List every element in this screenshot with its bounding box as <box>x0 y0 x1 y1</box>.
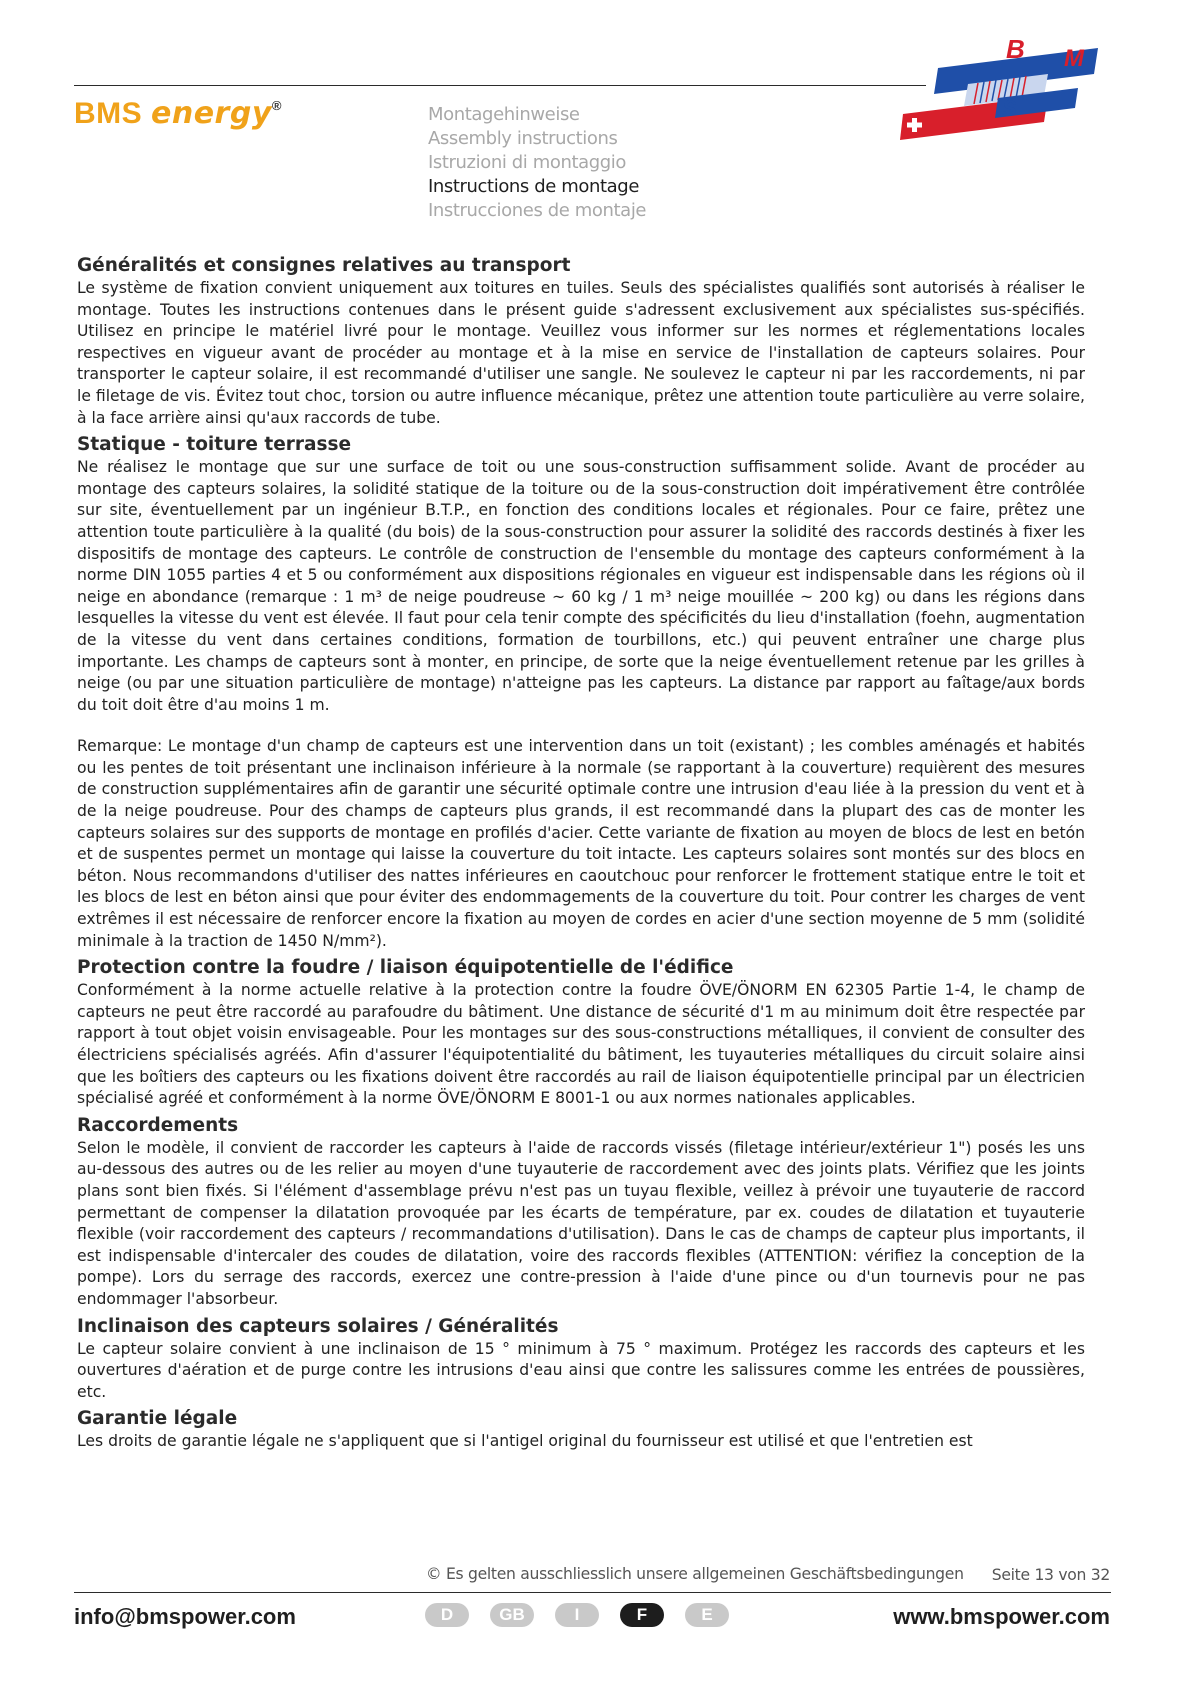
language-title-0: Montagehinweise <box>428 104 580 125</box>
language-title-2: Istruzioni di montaggio <box>428 152 627 173</box>
section-heading: Garantie légale <box>77 1408 238 1430</box>
logo-letter-m: M <box>1064 45 1084 72</box>
website-link[interactable]: www.bmspower.com <box>893 1604 1110 1629</box>
footer-rule <box>74 1592 1111 1593</box>
section-paragraph: Remarque: Le montage d'un champ de capteurs est une intervention dans un toit (existant) ; les combles aménagés et habités ou les pentes de toit présentant une inclinaison inférieure à la normale (se rapportant à la couverture) requièrent des mesures de construction supplémentaires afin de garantir une sécurité optimale contre une intrusion d'eau liée à la pression du vent et à de la neige poudreuse. Pour des champs de capteurs plus grands, il est recommandé dans la plupart des cas de monter les capteurs solaires sur des supports de montage en profilés d'acier. Cette variante de fixation au moyen de blocs de lest en betón et de suspentes permet un montage qui laisse la couverture du toit intacte. Les capteurs solaires sont montés sur des blocs en béton. Nous recommandons d'utiliser des nattes inférieures en caoutchouc pour renforcer le frottement statique entre le toit et les blocs de lest en béton ainsi que pour éviter des endommagements de la couverture du toit. Pour contrer les charges de vent extrêmes il est nécessaire de renforcer encore la fixation au moyen de cordes en acier d'une section moyenne de 5 mm (solidité minimale à la traction de 1450 N/mm²). <box>77 737 1085 950</box>
page-number: Seite 13 von 32 <box>991 1566 1110 1584</box>
section-heading: Statique - toiture terrasse <box>77 434 352 456</box>
brand-logo <box>74 96 282 131</box>
brand-energy: energy <box>151 96 272 131</box>
language-pill-f[interactable]: F <box>620 1603 664 1627</box>
section-paragraph: Ne réalisez le montage que sur une surface de toit ou une sous-construction suffisamment solide. Avant de procéder au montage des capteurs solaires, la solidité statique de la toiture ou de la sous-construction doit impérativement être contrôlée sur site, éventuellement par un ingénieur B.T.P., en fonction des conditions locales et régionales. Pour ce faire, prêtez une attention toute particulière à la qualité (du bois) de la sous-construction pour assurer la solidité des raccords destinés à fixer les dispositifs de montage des capteurs. Le contrôle de construction de l'ensemble du montage des capteurs conformément à la norme DIN 1055 parties 4 et 5 ou conformément aux dispositions régionales en vigueur est indispensable dans les régions où il neige en abondance (remarque : 1 m³ de neige poudreuse ~ 60 kg / 1 m³ neige mouillée ~ 200 kg) ou dans les régions dans lesquelles la vitesse du vent est élevée. Il faut pour cela tenir compte des spécificités du lieu d'installation (foehn, augmentation de la vitesse du vent dans certaines conditions, formation de tourbillons, etc.) qui peuvent entraîner une charge plus importante. Les champs de capteurs sont à monter, en principe, de sorte que la neige éventuellement retenue par les grilles à neige (ou par une situation particulière de montage) n'atteigne pas les capteurs. La distance par rapport au faîtage/aux bords du toit doit être d'au moins 1 m. <box>77 458 1085 714</box>
swiss-cross-h <box>907 123 922 128</box>
document-body <box>77 254 1085 1526</box>
section-heading: Généralités et consignes relatives au transport <box>77 255 571 276</box>
brand-bms: BMS <box>74 97 151 130</box>
registered-mark: ® <box>271 98 282 113</box>
email-link[interactable]: info@bmspower.com <box>74 1604 296 1629</box>
language-pill-i[interactable]: I <box>555 1603 599 1627</box>
section-heading: Protection contre la foudre / liaison équipotentielle de l'édifice <box>77 957 734 979</box>
section-paragraph: Conformément à la norme actuelle relative à la protection contre la foudre ÖVE/ÖNORM EN 62305 Partie 1-4, le champ de capteurs ne peut être raccordé au parafoudre du bâtiment. Une distance de sécurité d'1 m au minimum doit être respectée par rapport à tout objet voisin envisageable. Pour les montages sur des sous-constructions métalliques, il convient de consulter des électriciens spécialisés agréés. Afin d'assurer l'équipotentialité du bâtiment, les tuyauteries métalliques du circuit solaire ainsi que les boîtiers des capteurs ou les fixations doivent être raccordés au rail de liaison équipotentielle principal par un électricien spécialisé agréé et conformément à la norme ÖVE/ÖNORM E 8001-1 ou aux normes nationales applicables. <box>77 981 1085 1108</box>
logo-letter-s: S <box>1002 96 1017 121</box>
header-rule <box>74 85 926 86</box>
language-switcher <box>425 1603 729 1627</box>
section-paragraph: Le système de fixation convient uniquement aux toitures en tuiles. Seuls des spécialistes qualifiés sont autorisés à réaliser le montage. Toutes les instructions contenues dans le présent guide s'adressent exclusivement aux spécialistes sus-spécifiés. Utilisez en principe le matériel livré pour le montage. Veuillez vous informer sur les normes et réglementations locales respectives en vigueur avant de procéder au montage et à la mise en service de l'installation de capteurs solaires. Pour transporter le capteur solaire, il est recommandé d'utiliser une sangle. Ne soulevez le capteur ni par les raccordements, ni par le filetage de vis. Évitez tout choc, torsion ou autre influence mécanique, prêtez une attention toute particulière au verre solaire, à la face arrière ainsi qu'aux raccords de tube. <box>77 279 1085 427</box>
footer-copyright: © Es gelten ausschliesslich unsere allgemeinen Geschäftsbedingungen <box>426 1565 964 1583</box>
section-heading: Raccordements <box>77 1114 239 1136</box>
language-title-list <box>428 103 646 223</box>
language-title-4: Instrucciones de montaje <box>428 200 647 221</box>
logo-letter-b: B <box>1006 36 1025 64</box>
language-title-1: Assembly instructions <box>428 128 618 149</box>
language-pill-gb[interactable]: GB <box>490 1603 534 1627</box>
language-pill-e[interactable]: E <box>685 1603 729 1627</box>
section-heading: Inclinaison des capteurs solaires / Généralités <box>77 1315 559 1337</box>
bms-logo-icon <box>898 36 1108 146</box>
section-paragraph: Selon le modèle, il convient de raccorder les capteurs à l'aide de raccords vissés (filetage intérieur/extérieur 1") posés les uns au-dessous des autres ou de les relier au moyen d'une tuyauterie de raccordement avec des joints plats. Vérifiez que les joints plans sont bien fixés. Si l'élément d'assemblage prévu n'est pas un tuyau flexible, veillez à prévoir une tuyauterie de raccord permettant de compenser la dilatation provoquée par les écarts de température, par ex. coudes de dilatation et tuyauterie flexible (voir raccordement des capteurs / recommandations d'utilisation). Dans le cas de champs de capteur plus importants, il est indispensable d'intercaler des coudes de dilatation, voire des raccords flexibles (ATTENTION: vérifiez la conception de la pompe). Lors du serrage des raccords, exercez une contre-pression à l'aide d'une pince ou d'un tournevis pour ne pas endommager l'absorbeur. <box>77 1138 1085 1308</box>
language-title-3: Instructions de montage <box>428 176 640 197</box>
section-paragraph: Le capteur solaire convient à une inclinaison de 15 ° minimum à 75 ° maximum. Protégez les raccords des capteurs et les ouvertures d'aération et de purge contre les intrusions d'eau ainsi que contre les salissures comme les entrées de poussières, etc. <box>77 1339 1085 1401</box>
section-paragraph: Les droits de garantie légale ne s'appliquent que si l'antigel original du fournisseur est utilisé et que l'entretien est <box>77 1432 973 1451</box>
language-pill-d[interactable]: D <box>425 1603 469 1627</box>
